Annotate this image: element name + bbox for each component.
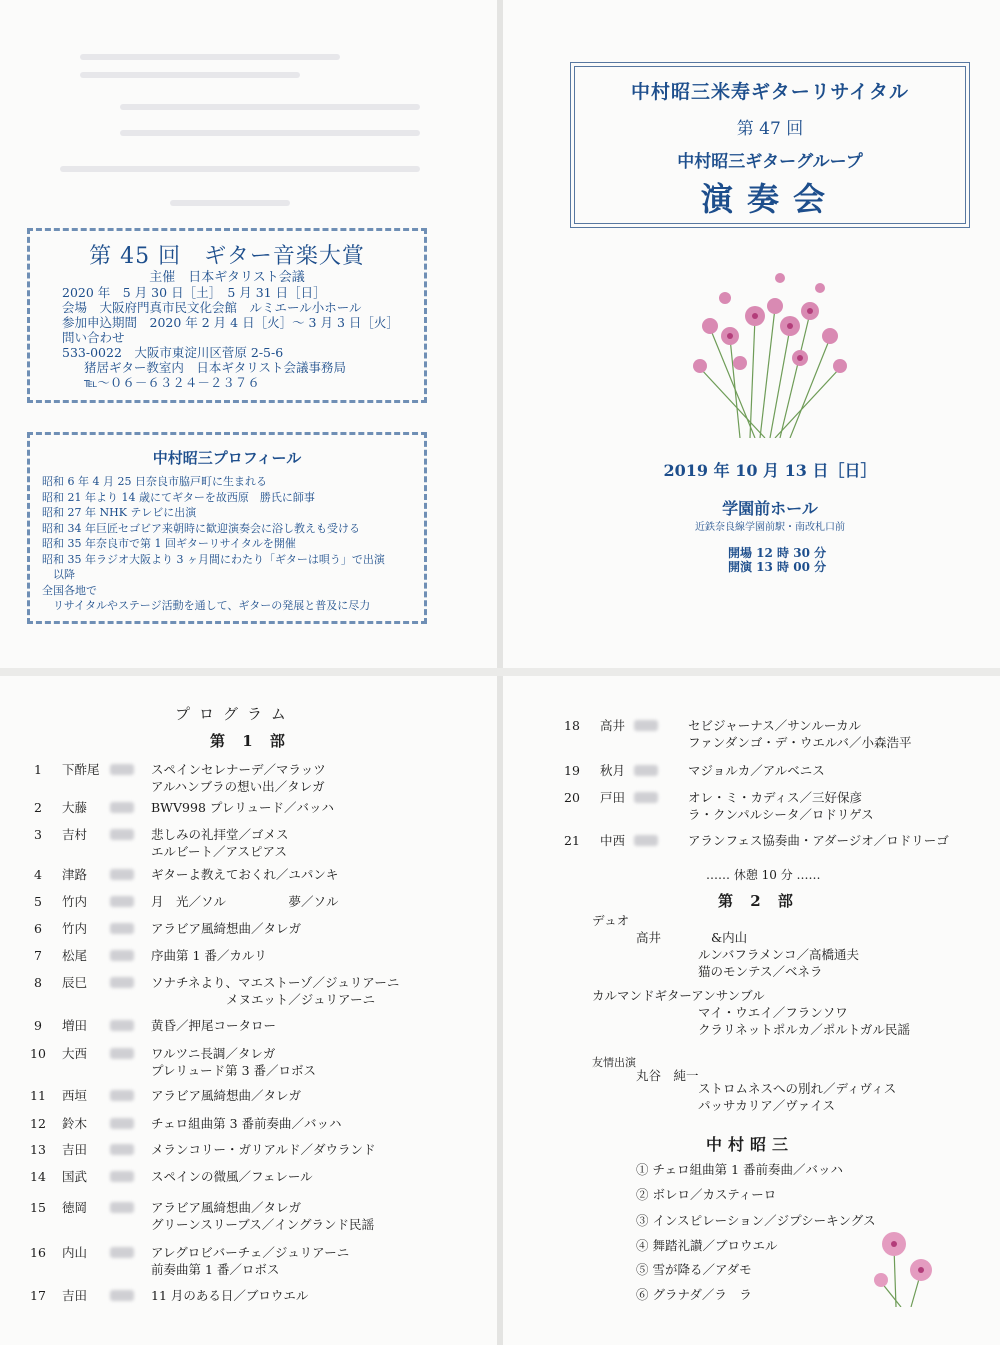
piece-title: BWV998 プレリュード／バッハ (151, 800, 335, 815)
award-line: 問い合わせ (62, 330, 125, 345)
piece-title: セビジャーナス／サンルーカル (688, 718, 862, 733)
program-number: 18 (564, 718, 580, 733)
profile-line: 昭和 6 年 4 月 25 日奈良市脇戸町に生まれる (42, 475, 267, 488)
redacted-name (110, 1171, 134, 1182)
program-number: 15 (30, 1200, 46, 1215)
cover-title-recital: 中村昭三米寿ギターリサイタル (630, 81, 910, 103)
piece-title: アラビア風綺想曲／タレガ (151, 1088, 302, 1103)
small-cosmos-illustration (866, 1222, 946, 1307)
redacted-name (634, 792, 658, 803)
piece-title: アルハンブラの想い出／タレガ (151, 779, 325, 794)
piece-title: オレ・ミ・カディス／三好保彦 (688, 790, 863, 805)
award-title: 第 45 回 ギター音楽大賞 (89, 244, 365, 269)
cover-title-group: 中村昭三ギターグループ (677, 152, 863, 172)
redacted-name (110, 1290, 134, 1301)
show-through-text (80, 72, 300, 78)
award-line: ℡～０６－６３２４－２３７６ (84, 375, 260, 390)
show-through-text (120, 104, 420, 110)
start-time: 開演 13 時 00 分 (728, 560, 827, 574)
nakamura-piece: ① チェロ組曲第 1 番前奏曲／バッハ (636, 1162, 843, 1177)
concert-date: 2019 年 10 月 13 日［日］ (663, 461, 877, 480)
piece-title: エルビート／アスピアス (151, 844, 288, 859)
nakamura-heading: 中村昭三 (706, 1135, 795, 1154)
cover-title-edition: 第 47 回 (736, 119, 804, 139)
guest-name: 丸谷 純一 (636, 1068, 699, 1083)
piece-title: 前奏曲第 1 番／ロボス (151, 1262, 280, 1277)
cover-title-concert: 演奏会 (700, 180, 839, 218)
show-through-text (120, 130, 420, 136)
award-line: 参加申込期間 2020 年 2 月 4 日［火］～ 3 月 3 日［火］ (62, 315, 399, 330)
program-number: 5 (34, 894, 42, 909)
performer-name: 西垣 (62, 1088, 88, 1103)
award-line: 会場 大阪府門真市民文化会館 ルミエール小ホール (62, 300, 362, 315)
piece-title: メランコリー・ガリアルド／ダウランド (151, 1142, 376, 1157)
program-number: 2 (34, 800, 42, 815)
piece-title: ファンダンゴ・デ・ウエルバ／小森浩平 (688, 735, 912, 750)
show-through-text (60, 166, 420, 172)
guest-piece: パッサカリア／ヴァイス (698, 1098, 836, 1113)
redacted-name (110, 1090, 134, 1101)
profile-line: 昭和 35 年ラジオ大阪より 3 ヶ月間にわたり「ギターは唄う」で出演 (42, 552, 385, 566)
piece-title: アランフェス協奏曲・アダージオ／ロドリーゴ (688, 833, 949, 848)
program-number: 1 (34, 762, 42, 777)
cosmos-flower-illustration (680, 268, 860, 438)
program-number: 21 (564, 833, 580, 848)
performer-name: 中西 (600, 833, 626, 848)
performer-name: 吉田 (62, 1288, 88, 1303)
nakamura-piece: ⑤ 雪が降る／アダモ (636, 1262, 752, 1277)
redacted-name (110, 896, 134, 907)
show-through-text (170, 200, 290, 206)
piece-title: ワルツニ長調／タレガ (151, 1046, 276, 1061)
performer-name: 辰巳 (62, 975, 88, 990)
hall-access: 近鉄奈良線学園前駅・南改札口前 (695, 522, 845, 533)
duo-piece: 猫のモンテス／ベネラ (698, 964, 823, 979)
nakamura-piece: ② ボレロ／カスティーロ (636, 1187, 777, 1202)
redacted-name (110, 977, 134, 988)
redacted-name (110, 950, 134, 961)
profile-line: リサイタルやステージ活動を通して、ギターの発展と普及に尽力 (42, 599, 371, 612)
redacted-name (110, 1118, 134, 1129)
doors-open-time: 開場 12 時 30 分 (728, 546, 827, 560)
part2-heading: 第 2 部 (718, 892, 799, 910)
redacted-name (110, 829, 134, 840)
redacted-name (110, 1020, 134, 1031)
redacted-name (110, 1048, 134, 1059)
performer-name: 増田 (62, 1018, 88, 1033)
performer-name: 吉田 (62, 1142, 88, 1157)
horizontal-fold (0, 668, 1000, 676)
performer-name: 戸田 (600, 790, 626, 805)
performer-name: 吉村 (62, 827, 88, 842)
part1-heading: 第 1 部 (210, 732, 291, 750)
cover-title-box (570, 62, 970, 228)
piece-title: 月 光／ソル 夢／ソル (151, 894, 339, 909)
duo-performers: 高井 &内山 (636, 930, 748, 945)
redacted-name (634, 835, 658, 846)
show-through-text (80, 54, 340, 60)
program-number: 7 (34, 948, 42, 963)
piece-title: アラビア風綺想曲／タレガ (151, 1200, 302, 1215)
redacted-name (110, 802, 134, 813)
piece-title: スペインセレナーデ／マラッツ (151, 762, 326, 777)
piece-title: ラ・クンパルシータ／ロドリゲス (688, 807, 874, 822)
ensemble-piece: クラリネットポルカ／ポルトガル民謡 (698, 1022, 910, 1037)
piece-title: 黄昏／押尾コータロー (151, 1018, 277, 1033)
performer-name: 鈴木 (62, 1116, 88, 1131)
concert-hall: 学園前ホール (722, 499, 818, 518)
piece-title: ソナチネより、マエストーゾ／ジュリアーニ (151, 975, 400, 990)
performer-name: 内山 (62, 1245, 88, 1260)
program-number: 9 (34, 1018, 42, 1033)
piece-title: アラビア風綺想曲／タレガ (151, 921, 302, 936)
profile-box (27, 432, 427, 624)
program-number: 12 (30, 1116, 46, 1131)
performer-name: 秋月 (600, 763, 626, 778)
piece-title: 悲しみの礼拝堂／ゴメス (151, 827, 289, 842)
award-notice-box (27, 228, 427, 403)
duo-piece: ルンバフラメンコ／高橋通夫 (698, 947, 859, 962)
program-number: 3 (34, 827, 42, 842)
performer-name: 高井 (600, 718, 626, 733)
intermission: …… 休憩 10 分 …… (706, 868, 821, 882)
program-number: 8 (34, 975, 42, 990)
redacted-name (110, 869, 134, 880)
program-number: 14 (30, 1169, 46, 1184)
program-number: 20 (564, 790, 580, 805)
piece-title: プレリュード第 3 番／ロボス (151, 1063, 317, 1078)
performer-name: 大藤 (62, 800, 88, 815)
piece-title: スペインの微風／フェレール (151, 1169, 313, 1184)
profile-line: 昭和 27 年 NHK テレビに出演 (42, 506, 197, 519)
profile-line: 昭和 21 年より 14 歳にてギターを故西原 勝氏に師事 (42, 490, 315, 504)
performer-name: 国武 (62, 1169, 88, 1184)
program-number: 19 (564, 763, 580, 778)
redacted-name (110, 1247, 134, 1258)
performer-name: 竹内 (62, 894, 88, 909)
nakamura-piece: ④ 舞踏礼讃／ブロウエル (636, 1238, 778, 1253)
piece-title: 序曲第 1 番／カルリ (151, 948, 267, 963)
award-line: 533-0022 大阪市東淀川区菅原 2-5-6 (62, 345, 284, 360)
profile-line: 昭和 34 年巨匠セゴビア来朝時に歓迎演奏会に浴し教えも受ける (42, 521, 360, 535)
piece-title: グリーンスリーブス／イングランド民謡 (151, 1217, 375, 1232)
award-line: 猪居ギター教室内 日本ギタリスト会議事務局 (84, 360, 347, 375)
nakamura-piece: ③ インスピレーション／ジプシーキングス (636, 1213, 876, 1228)
ensemble-label: カルマンドギターアンサンブル (592, 988, 765, 1003)
performer-name: 大西 (62, 1046, 88, 1061)
piece-title: 11 月のある日／ブロウエル (151, 1288, 309, 1303)
program-title: プログラム (175, 705, 295, 723)
profile-line: 全国各地で (42, 583, 97, 597)
award-host: 主催 日本ギタリスト会議 (149, 270, 305, 285)
performer-name: 津路 (62, 867, 88, 882)
profile-title: 中村昭三プロフィール (152, 449, 302, 467)
piece-title: メヌエット／ジュリアーニ (151, 992, 376, 1007)
performer-name: 徳岡 (62, 1200, 88, 1215)
guest-piece: ストロムネスへの別れ／ディヴィス (698, 1081, 897, 1096)
program-number: 16 (30, 1245, 46, 1260)
program-number: 11 (30, 1088, 46, 1103)
redacted-name (110, 1144, 134, 1155)
program-number: 13 (30, 1142, 46, 1157)
piece-title: マジョルカ／アルベニス (688, 763, 825, 778)
program-number: 6 (34, 921, 42, 936)
program-number: 17 (30, 1288, 46, 1303)
program-number: 4 (34, 867, 42, 882)
duo-label: デュオ (592, 913, 630, 928)
ensemble-piece: マイ・ウエイ／フランソワ (698, 1005, 848, 1020)
redacted-name (110, 1202, 134, 1213)
performer-name: 竹内 (62, 921, 88, 936)
piece-title: アレグロビバーチェ／ジュリアーニ (151, 1245, 350, 1260)
redacted-name (634, 765, 658, 776)
guest-label: 友情出演 (592, 1056, 636, 1069)
nakamura-piece: ⑥ グラナダ／ラ ラ (636, 1287, 752, 1302)
program-number: 10 (30, 1046, 46, 1061)
performer-name: 下酢尾 (62, 762, 100, 777)
award-line: 2020 年 5 月 30 日［土］ 5 月 31 日［日］ (62, 285, 326, 300)
profile-line: 昭和 35 年奈良市で第 1 回ギターリサイタルを開催 (42, 537, 296, 550)
piece-title: チェロ組曲第 3 番前奏曲／バッハ (151, 1116, 342, 1131)
piece-title: ギターよ教えておくれ／ユパンキ (151, 867, 339, 882)
redacted-name (110, 764, 134, 775)
profile-line: 以降 (42, 568, 75, 581)
concert-times (728, 546, 826, 574)
performer-name: 松尾 (62, 948, 88, 963)
redacted-name (634, 720, 658, 731)
redacted-name (110, 923, 134, 934)
